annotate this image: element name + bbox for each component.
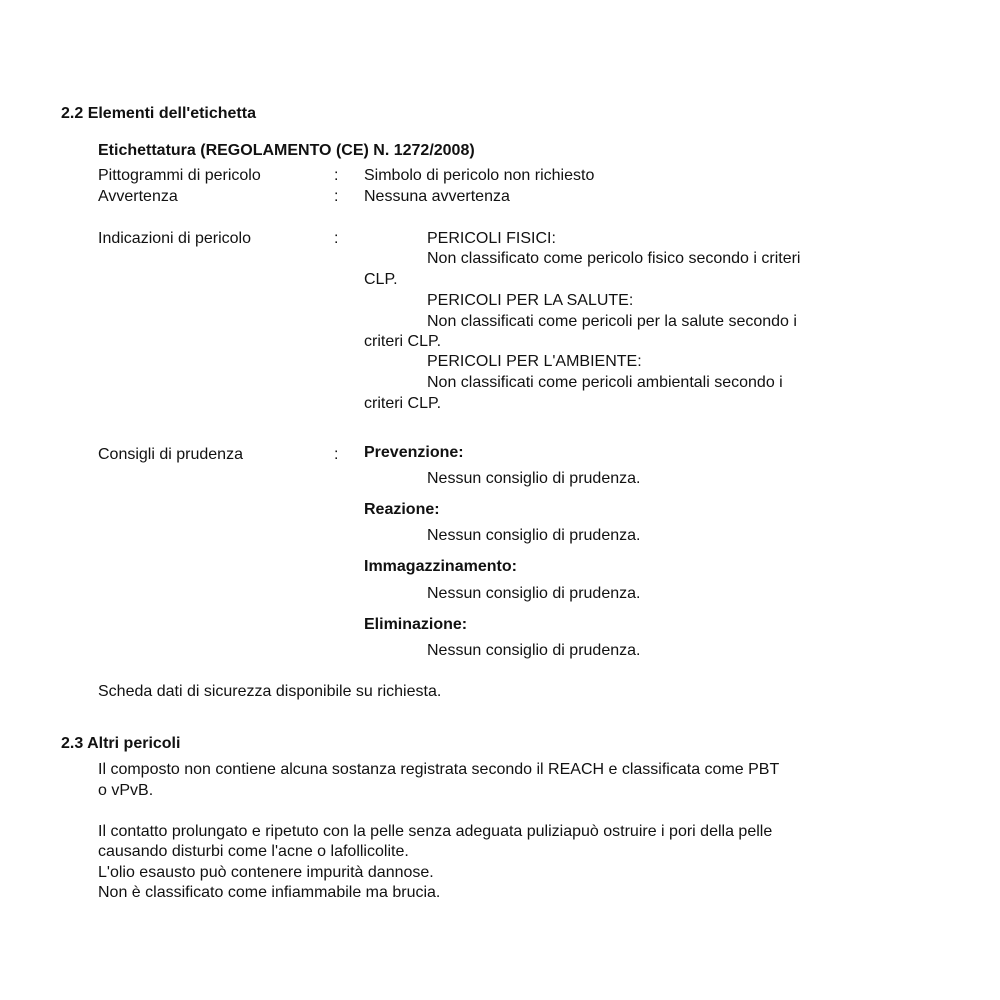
section-2-3-title: 2.3 Altri pericoli <box>61 735 181 752</box>
prevention-text: Nessun consiglio di prudenza. <box>427 470 641 487</box>
signal-word-label: Avvertenza <box>98 188 178 205</box>
environment-hazards-heading: PERICOLI PER L'AMBIENTE: <box>427 353 642 370</box>
response-heading: Reazione: <box>364 501 440 518</box>
pictograms-colon: : <box>334 167 339 184</box>
other-hazards-line1: Il contatto prolungato e ripetuto con la pelle senza adeguata puliziapuò ostruire i pori della pelle <box>98 823 773 840</box>
disposal-heading: Eliminazione: <box>364 616 468 633</box>
storage-text: Nessun consiglio di prudenza. <box>427 585 641 602</box>
precautionary-statements-label: Consigli di prudenza <box>98 446 243 463</box>
prevention-heading: Prevenzione: <box>364 444 464 461</box>
hazard-statements-colon: : <box>334 230 339 247</box>
storage-heading: Immagazzinamento: <box>364 558 517 575</box>
pictograms-label: Pittogrammi di pericolo <box>98 167 261 184</box>
signal-word-colon: : <box>334 188 339 205</box>
disposal-text: Nessun consiglio di prudenza. <box>427 642 641 659</box>
physical-hazards-heading: PERICOLI FISICI: <box>427 230 556 247</box>
health-hazards-line2: criteri CLP. <box>364 333 442 350</box>
hazard-statements-label: Indicazioni di pericolo <box>98 230 251 247</box>
other-hazards-line2: causando disturbi come l'acne o lafollicolite. <box>98 843 409 860</box>
physical-hazards-line2: CLP. <box>364 271 398 288</box>
pbt-statement-line2: o vPvB. <box>98 782 154 799</box>
pbt-statement-line1: Il composto non contiene alcuna sostanza registrata secondo il REACH e classificata come PBT <box>98 761 780 778</box>
health-hazards-heading: PERICOLI PER LA SALUTE: <box>427 292 634 309</box>
physical-hazards-line1: Non classificato come pericolo fisico secondo i criteri <box>427 250 801 267</box>
other-hazards-line3: L'olio esausto può contenere impurità dannose. <box>98 864 434 881</box>
pictograms-value: Simbolo di pericolo non richiesto <box>364 167 595 184</box>
section-2-2-title: 2.2 Elementi dell'etichetta <box>61 105 256 122</box>
precautionary-statements-colon: : <box>334 446 339 463</box>
response-text: Nessun consiglio di prudenza. <box>427 527 641 544</box>
other-hazards-line4: Non è classificato come infiammabile ma brucia. <box>98 884 441 901</box>
environment-hazards-line1: Non classificati come pericoli ambientali secondo i <box>427 374 783 391</box>
signal-word-value: Nessuna avvertenza <box>364 188 510 205</box>
labelling-subtitle: Etichettatura (REGOLAMENTO (CE) N. 1272/2008) <box>98 142 475 159</box>
sds-availability-note: Scheda dati di sicurezza disponibile su richiesta. <box>98 683 442 700</box>
environment-hazards-line2: criteri CLP. <box>364 395 442 412</box>
health-hazards-line1: Non classificati come pericoli per la salute secondo i <box>427 313 797 330</box>
